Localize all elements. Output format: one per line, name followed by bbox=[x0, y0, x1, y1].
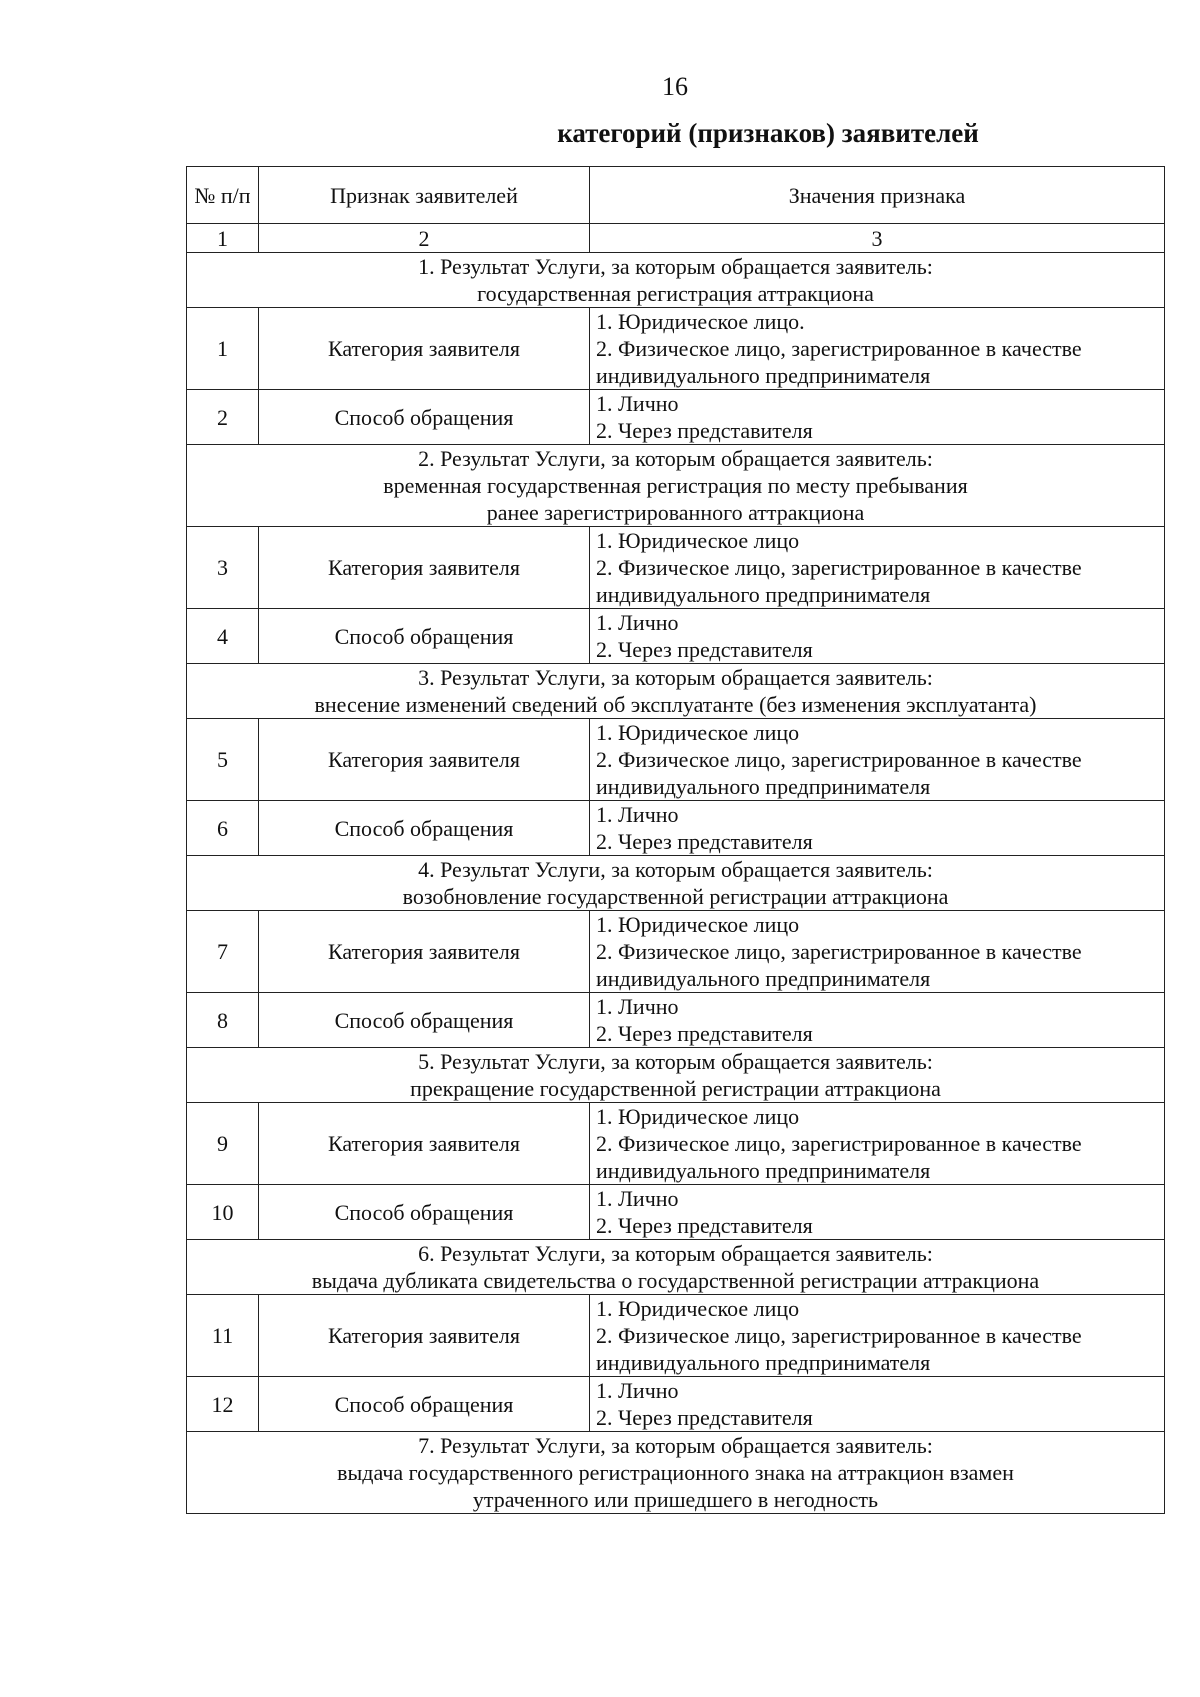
table-row bbox=[187, 308, 1165, 390]
row-number: 10 bbox=[187, 1185, 259, 1240]
row-value-line: 2. Через представителя bbox=[596, 1405, 813, 1430]
row-value-line: 1. Юридическое лицо bbox=[596, 1104, 800, 1129]
section-title-line: 2. Результат Услуги, за которым обращается заявитель: bbox=[418, 446, 933, 471]
row-number: 2 bbox=[187, 390, 259, 445]
row-value-line: 1. Лично bbox=[596, 391, 679, 416]
row-values bbox=[590, 1185, 1165, 1240]
document-title: категорий (признаков) заявителей bbox=[557, 118, 979, 148]
row-value-line: 2. Через представителя bbox=[596, 418, 813, 443]
row-value-line: 1. Юридическое лицо bbox=[596, 1296, 800, 1321]
row-value-line: 1. Лично bbox=[596, 1186, 679, 1211]
table-row bbox=[187, 993, 1165, 1048]
row-value-line: 1. Лично bbox=[596, 994, 679, 1019]
row-value-line: 2. Через представителя bbox=[596, 1021, 813, 1046]
row-value-line: индивидуального предпринимателя bbox=[596, 582, 931, 607]
table-row bbox=[187, 527, 1165, 609]
row-value-line: 1. Юридическое лицо bbox=[596, 912, 800, 937]
table-row bbox=[187, 1377, 1165, 1432]
row-attribute: Категория заявителя bbox=[259, 719, 590, 801]
section-title bbox=[187, 856, 1165, 911]
section-header-row bbox=[187, 445, 1165, 527]
page-number: 16 bbox=[662, 72, 688, 101]
row-attribute: Способ обращения bbox=[259, 993, 590, 1048]
row-value-line: 1. Юридическое лицо bbox=[596, 720, 800, 745]
section-title-line: 3. Результат Услуги, за которым обращается заявитель: bbox=[418, 665, 933, 690]
row-values bbox=[590, 390, 1165, 445]
section-title-line: 6. Результат Услуги, за которым обращается заявитель: bbox=[418, 1241, 933, 1266]
section-title bbox=[187, 253, 1165, 308]
section-title-line: ранее зарегистрированного аттракциона bbox=[486, 500, 865, 525]
row-values bbox=[590, 609, 1165, 664]
section-header-row bbox=[187, 1048, 1165, 1103]
table-row bbox=[187, 1185, 1165, 1240]
row-number: 12 bbox=[187, 1377, 259, 1432]
row-value-line: индивидуального предпринимателя bbox=[596, 774, 931, 799]
section-header-row bbox=[187, 856, 1165, 911]
row-value-line: индивидуального предпринимателя bbox=[596, 1350, 931, 1375]
table-row bbox=[187, 1295, 1165, 1377]
section-title bbox=[187, 1048, 1165, 1103]
section-title-line: внесение изменений сведений об эксплуатанте (без изменения эксплуатанта) bbox=[314, 692, 1037, 717]
row-value-line: 2. Физическое лицо, зарегистрированное в качестве bbox=[596, 1131, 1082, 1156]
row-attribute: Категория заявителя bbox=[259, 527, 590, 609]
table-row bbox=[187, 911, 1165, 993]
table-header-row bbox=[187, 167, 1165, 224]
section-title-line: 5. Результат Услуги, за которым обращается заявитель: bbox=[418, 1049, 933, 1074]
row-value-line: 2. Физическое лицо, зарегистрированное в качестве bbox=[596, 336, 1082, 361]
row-value-line: 2. Физическое лицо, зарегистрированное в качестве bbox=[596, 747, 1082, 772]
section-title-line: прекращение государственной регистрации аттракциона bbox=[410, 1076, 941, 1101]
row-values bbox=[590, 308, 1165, 390]
row-number: 11 bbox=[187, 1295, 259, 1377]
section-title-line: 1. Результат Услуги, за которым обращается заявитель: bbox=[418, 254, 933, 279]
row-number: 6 bbox=[187, 801, 259, 856]
row-attribute: Категория заявителя bbox=[259, 308, 590, 390]
section-title-line: выдача дубликата свидетельства о государственной регистрации аттракциона bbox=[311, 1268, 1040, 1293]
row-values bbox=[590, 993, 1165, 1048]
row-attribute: Категория заявителя bbox=[259, 911, 590, 993]
header-values: Значения признака bbox=[590, 167, 1165, 224]
section-title-line: возобновление государственной регистрации аттракциона bbox=[402, 884, 949, 909]
row-value-line: индивидуального предпринимателя bbox=[596, 1158, 931, 1183]
row-attribute: Способ обращения bbox=[259, 390, 590, 445]
row-attribute: Категория заявителя bbox=[259, 1295, 590, 1377]
row-value-line: 1. Лично bbox=[596, 610, 679, 635]
row-value-line: 2. Физическое лицо, зарегистрированное в качестве bbox=[596, 555, 1082, 580]
column-number-2: 2 bbox=[259, 224, 590, 253]
row-values bbox=[590, 911, 1165, 993]
section-title-line: 4. Результат Услуги, за которым обращается заявитель: bbox=[418, 857, 933, 882]
row-number: 3 bbox=[187, 527, 259, 609]
row-values bbox=[590, 801, 1165, 856]
row-value-line: индивидуального предпринимателя bbox=[596, 966, 931, 991]
section-header-row bbox=[187, 1432, 1165, 1514]
row-number: 7 bbox=[187, 911, 259, 993]
section-title bbox=[187, 1240, 1165, 1295]
row-value-line: 2. Через представителя bbox=[596, 637, 813, 662]
header-attribute: Признак заявителей bbox=[259, 167, 590, 224]
column-number-1: 1 bbox=[187, 224, 259, 253]
row-value-line: индивидуального предпринимателя bbox=[596, 363, 931, 388]
row-value-line: 1. Юридическое лицо. bbox=[596, 309, 805, 334]
row-number: 9 bbox=[187, 1103, 259, 1185]
section-title-line: утраченного или пришедшего в негодность bbox=[472, 1487, 879, 1512]
row-attribute: Категория заявителя bbox=[259, 1103, 590, 1185]
section-title-line: государственная регистрация аттракциона bbox=[477, 281, 874, 306]
section-title-line: 7. Результат Услуги, за которым обращается заявитель: bbox=[418, 1433, 933, 1458]
row-number: 1 bbox=[187, 308, 259, 390]
row-value-line: 2. Физическое лицо, зарегистрированное в качестве bbox=[596, 1323, 1082, 1348]
row-value-line: 1. Лично bbox=[596, 1378, 679, 1403]
row-values bbox=[590, 1295, 1165, 1377]
section-header-row bbox=[187, 1240, 1165, 1295]
row-number: 4 bbox=[187, 609, 259, 664]
row-attribute: Способ обращения bbox=[259, 609, 590, 664]
section-title-line: выдача государственного регистрационного знака на аттракцион взамен bbox=[337, 1460, 1014, 1485]
row-value-line: 2. Через представителя bbox=[596, 829, 813, 854]
row-value-line: 1. Юридическое лицо bbox=[596, 528, 800, 553]
row-values bbox=[590, 527, 1165, 609]
row-number: 8 bbox=[187, 993, 259, 1048]
section-title-line: временная государственная регистрация по месту пребывания bbox=[383, 473, 968, 498]
row-values bbox=[590, 1103, 1165, 1185]
table-row bbox=[187, 1103, 1165, 1185]
header-number: № п/п bbox=[187, 167, 259, 224]
table-row bbox=[187, 609, 1165, 664]
table-row bbox=[187, 719, 1165, 801]
section-title bbox=[187, 664, 1165, 719]
table-row bbox=[187, 801, 1165, 856]
row-number: 5 bbox=[187, 719, 259, 801]
section-title bbox=[187, 445, 1165, 527]
row-attribute: Способ обращения bbox=[259, 1377, 590, 1432]
row-values bbox=[590, 719, 1165, 801]
row-values bbox=[590, 1377, 1165, 1432]
column-numbering-row bbox=[187, 224, 1165, 253]
row-attribute: Способ обращения bbox=[259, 801, 590, 856]
section-header-row bbox=[187, 664, 1165, 719]
section-header-row bbox=[187, 253, 1165, 308]
row-value-line: 1. Лично bbox=[596, 802, 679, 827]
row-value-line: 2. Физическое лицо, зарегистрированное в качестве bbox=[596, 939, 1082, 964]
applicant-categories-table bbox=[186, 166, 1165, 1514]
row-value-line: 2. Через представителя bbox=[596, 1213, 813, 1238]
table-row bbox=[187, 390, 1165, 445]
row-attribute: Способ обращения bbox=[259, 1185, 590, 1240]
section-title bbox=[187, 1432, 1165, 1514]
column-number-3: 3 bbox=[590, 224, 1165, 253]
table-body bbox=[187, 167, 1165, 1514]
